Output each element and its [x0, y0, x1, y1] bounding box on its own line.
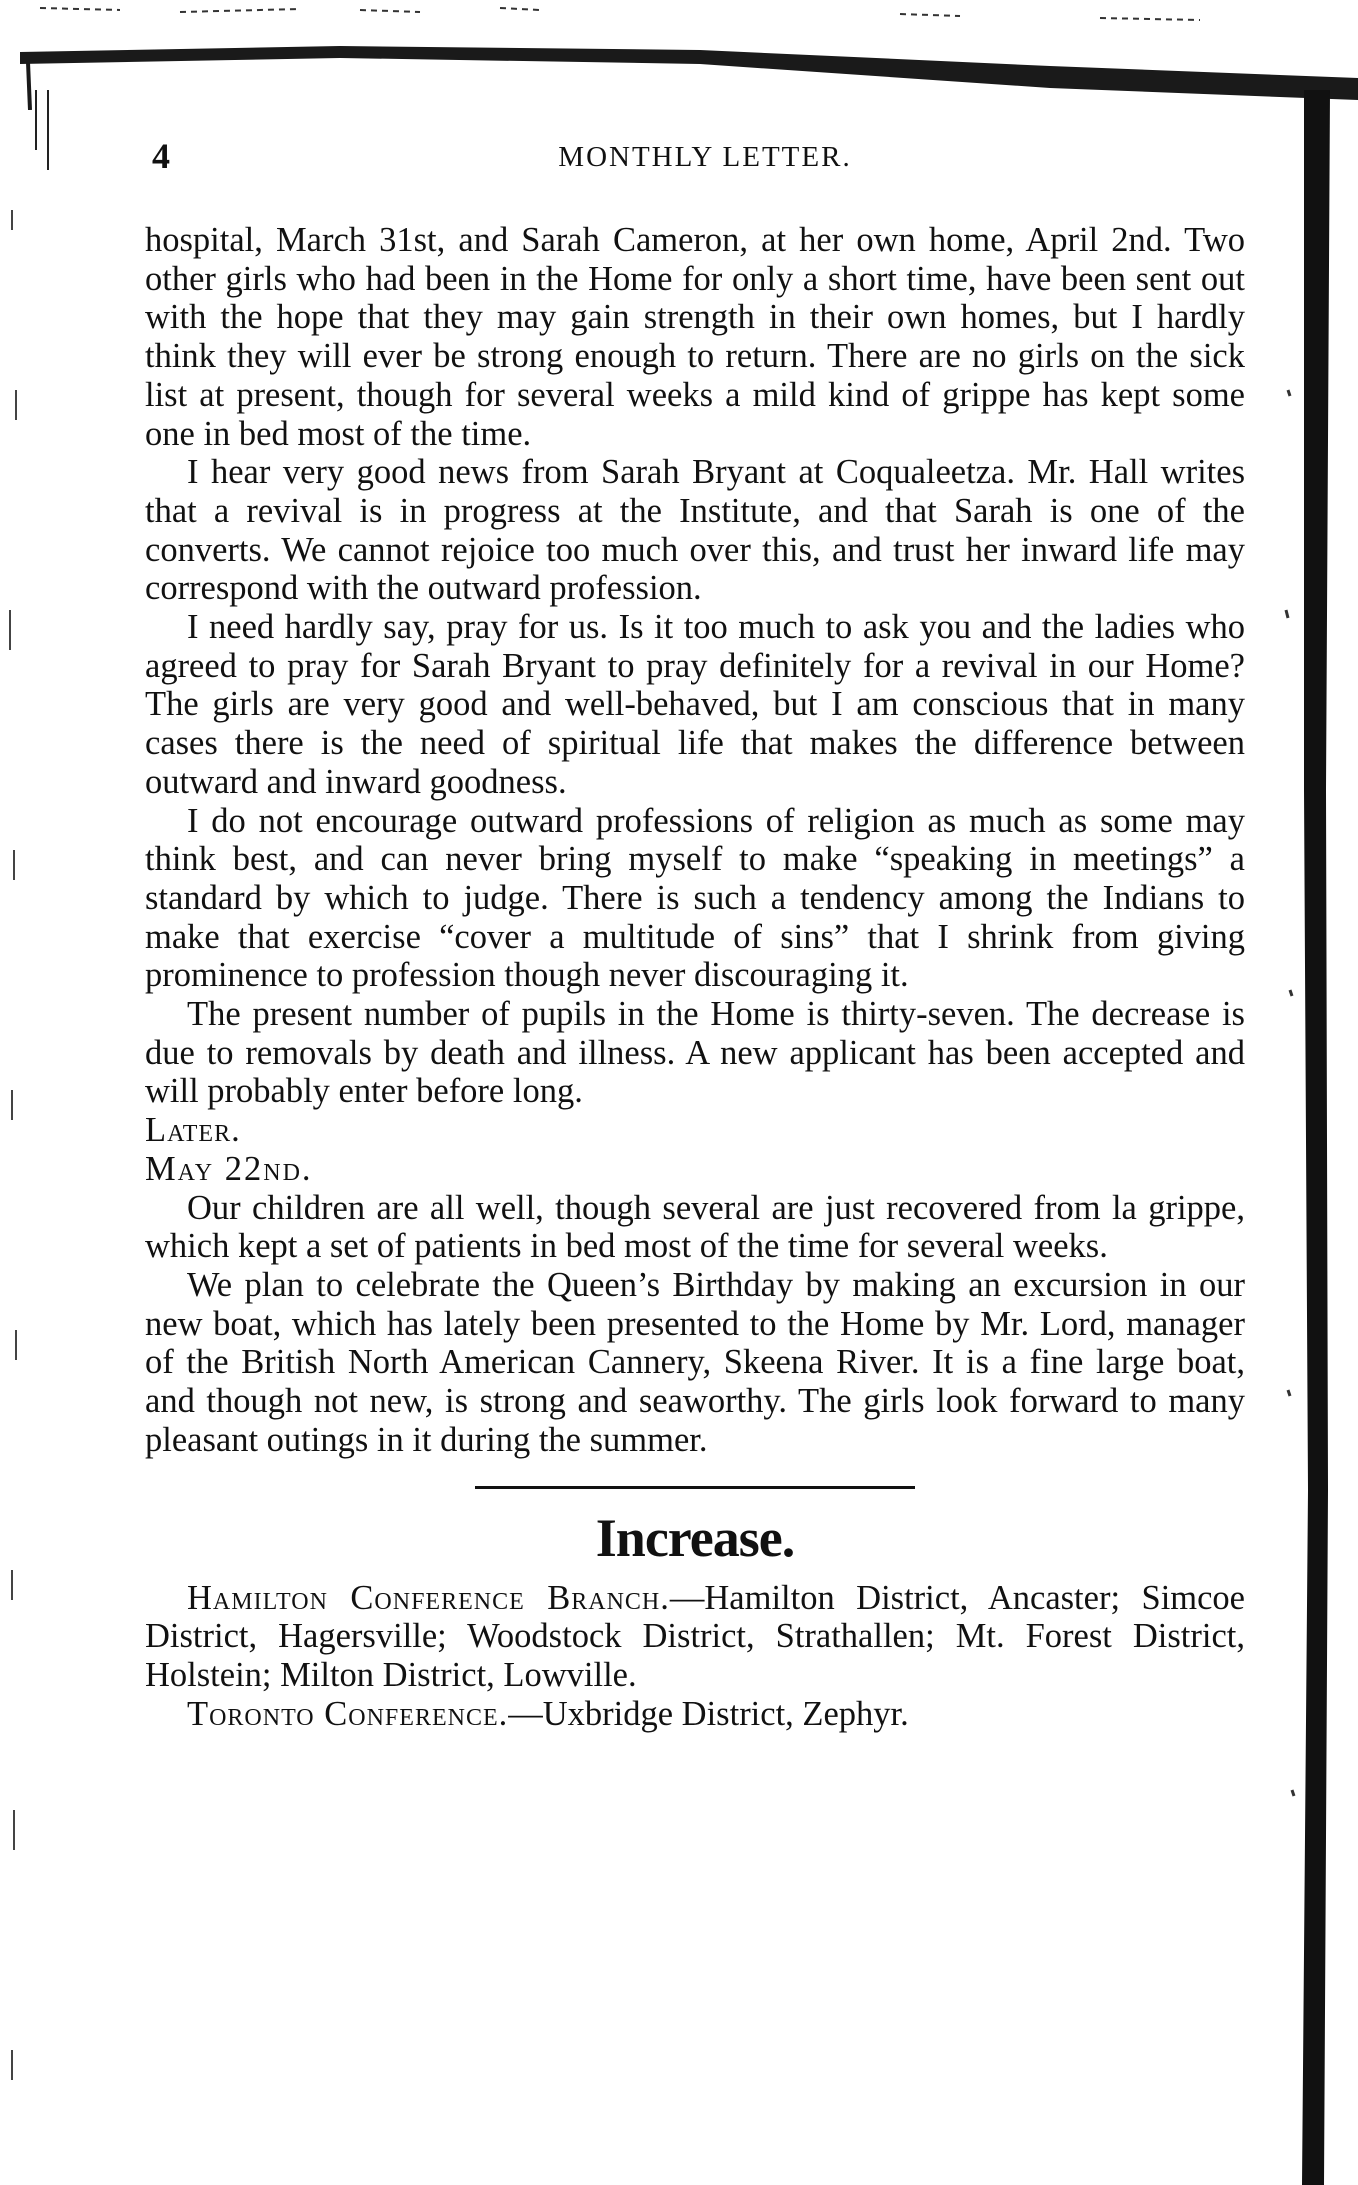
increase-hamilton	[145, 1579, 1245, 1695]
paragraph: I need hardly say, pray for us. Is it too much to ask you and the ladies who agreed to pray for Sarah Bryant to pray definitely for a revival in our Home? The girls are very good and well-behaved, but I am conscious that in many cases there is the need of spiritual life that makes the difference between outward and inward goodness.	[145, 608, 1245, 801]
scan-edge-top	[0, 0, 1358, 110]
later-date: May 22nd.	[145, 1149, 313, 1188]
paragraph: We plan to celebrate the Queen’s Birthday by making an excursion in our new boat, which has lately been presented to the Home by Mr. Lord, manager of the British North American Cannery, Skeena River. It is a fine large boat, and though not new, is strong and seaworthy. The girls look forward to many pleasant outings in it during the summer.	[145, 1265, 1245, 1459]
paragraph: hospital, March 31st, and Sarah Cameron, at her own home, April 2nd. Two other girls who had been in the Home for only a short time, have been sent out with the hope that they may gain strength in their own homes, but I hardly think they will ever be strong enough to return. There are no girls on the sick list at present, though for several weeks a mild kind of grippe has kept some one in bed most of the time.	[145, 221, 1245, 453]
text-column	[145, 221, 1245, 1733]
scan-edge-right	[1278, 90, 1358, 2185]
section-divider	[475, 1486, 915, 1489]
running-title: MONTHLY LETTER.	[558, 141, 852, 173]
paragraph: I hear very good news from Sarah Bryant at Coqualeetza. Mr. Hall writes that a revival is in progress at the Institute, and that Sarah is one of the converts. We cannot rejoice too much over this, and trust her inward life may correspond with the outward profession.	[145, 453, 1245, 608]
increase-toronto	[145, 1695, 1245, 1734]
paragraph: I do not encourage outward professions of religion as much as some may think best, and can never bring myself to make “speaking in meetings” a standard by which to judge. There is such a tendency among the Indians to make that exercise “cover a multitude of sins” that I shrink from giving prominence to profession though never discouraging it.	[145, 801, 1245, 995]
page-header	[150, 135, 1260, 185]
section-title: Increase.	[595, 1507, 795, 1568]
scan-edge-left	[0, 90, 60, 2185]
later-heading: Later.	[145, 1111, 241, 1150]
branch-name: Hamilton Conference Branch.	[187, 1578, 670, 1617]
paragraph: The present number of pupils in the Home is thirty-seven. The decrease is due to removals by death and illness. A new applicant has been accepted and will probably enter before long.	[145, 995, 1245, 1111]
paragraph: Our children are all well, though several are just recovered from la grippe, which kept a set of patients in bed most of the time for several weeks.	[145, 1188, 1245, 1266]
page-number: 4	[152, 136, 170, 176]
branch-entries: —Uxbridge District, Zephyr.	[508, 1694, 909, 1733]
branch-entries: —Hamilton District, Ancaster; Simcoe District, Hagersville; Woodstock District, Strathallen; Mt. Forest District, Holstein; Milton District, Lowville.	[145, 1578, 1245, 1694]
branch-name: Toronto Conference.	[187, 1694, 509, 1733]
